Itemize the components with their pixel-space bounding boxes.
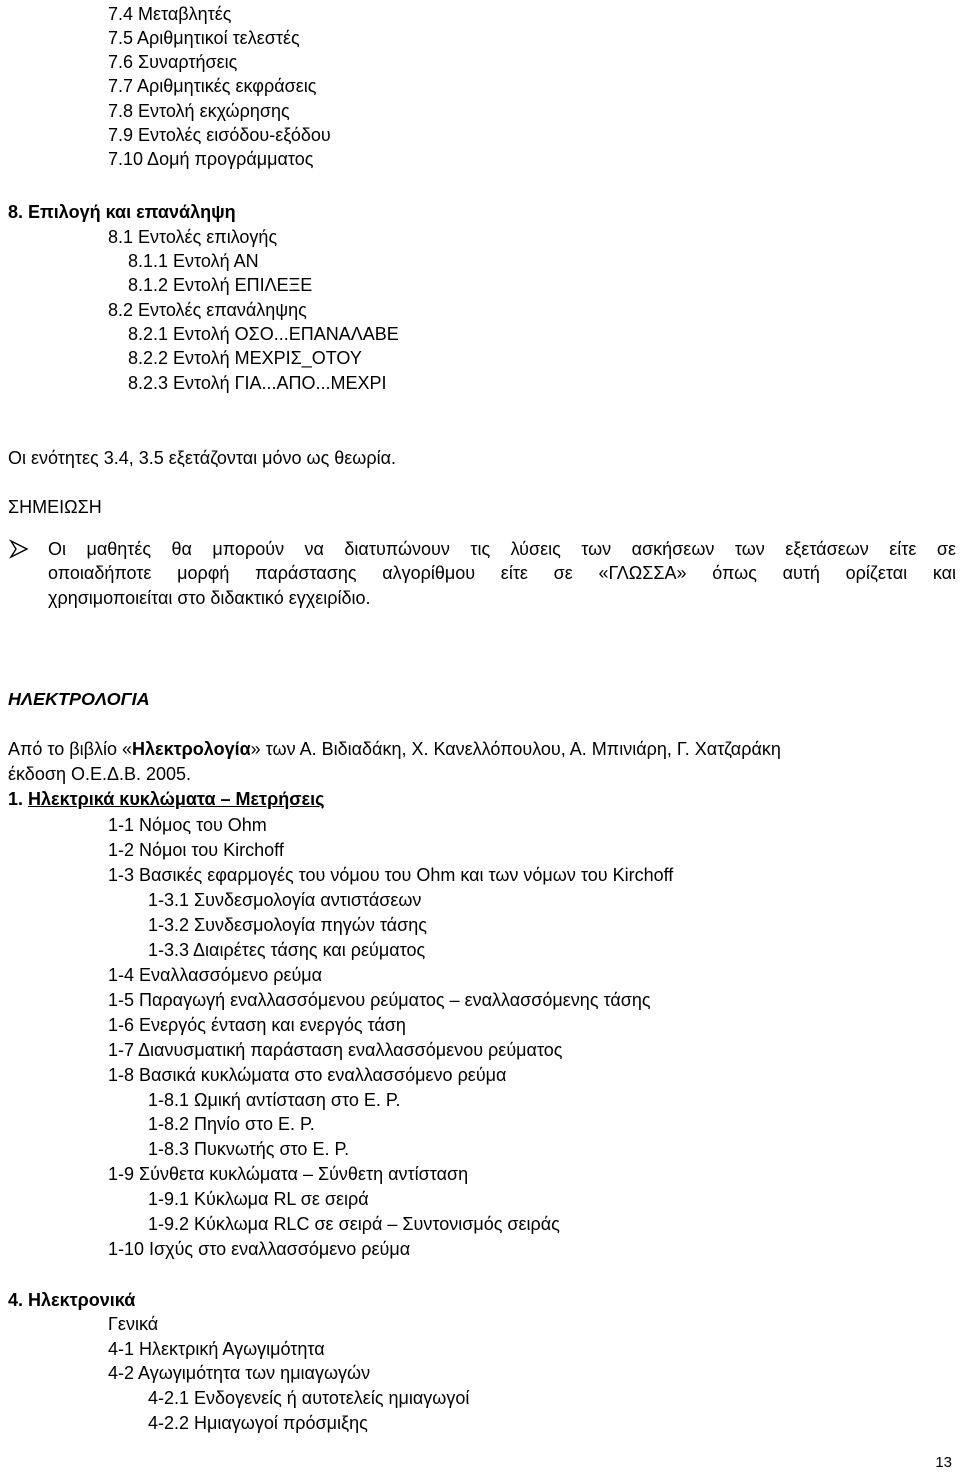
toc-item: 1-3.2 Συνδεσμολογία πηγών τάσης: [148, 915, 427, 935]
toc-item: 1-8.1 Ωμική αντίσταση στο Ε. Ρ.: [148, 1090, 401, 1110]
source-book-title: Ηλεκτρολογία: [132, 739, 251, 759]
toc-item: 1-8.2 Πηνίο στο Ε. Ρ.: [148, 1114, 315, 1134]
chapter-1-title: Ηλεκτρικά κυκλώματα – Μετρήσεις: [28, 789, 325, 809]
toc-item: 8.1 Εντολές επιλογής: [108, 227, 278, 247]
arrowhead-bullet-icon: [8, 537, 30, 561]
toc-item: 8.2.3 Εντολή ΓΙΑ...ΑΠΟ...ΜΕΧΡΙ: [128, 373, 387, 393]
note-heading: ΣΗΜΕΙΩΣΗ: [8, 497, 102, 517]
toc-item: 1-9.2 Κύκλωμα RLC σε σειρά – Συντονισμός σειράς: [148, 1214, 560, 1234]
toc-item: 7.10 Δομή προγράμματος: [108, 149, 314, 169]
toc-item: 1-7 Διανυσματική παράσταση εναλλασσόμενου ρεύματος: [108, 1040, 563, 1060]
toc-item: Γενικά: [108, 1314, 159, 1334]
toc-item: 4-2.1 Ενδογενείς ή αυτοτελείς ημιαγωγοί: [148, 1388, 470, 1408]
chapter-8-heading: 8. Επιλογή και επανάληψη: [8, 202, 236, 222]
toc-item: 1-8.3 Πυκνωτής στο Ε. Ρ.: [148, 1139, 350, 1159]
toc-item: 1-3.1 Συνδεσμολογία αντιστάσεων: [148, 890, 422, 910]
toc-item: 7.9 Εντολές εισόδου-εξόδου: [108, 125, 331, 145]
toc-item: 1-6 Ενεργός ένταση και ενεργός τάση: [108, 1015, 406, 1035]
toc-item: 1-5 Παραγωγή εναλλασσόμενου ρεύματος – εναλλασσόμενης τάσης: [108, 990, 651, 1010]
toc-item: 7.8 Εντολή εκχώρησης: [108, 101, 290, 121]
source-prefix: Από το βιβλίο «: [8, 739, 133, 759]
chapter-1-number: 1.: [8, 789, 29, 809]
toc-item: 1-9.1 Κύκλωμα RL σε σειρά: [148, 1189, 369, 1209]
source-suffix: » των Α. Βιδιαδάκη, Χ. Κανελλόπουλου, Α. Μπινιάρη, Γ. Χατζαράκη: [250, 739, 781, 759]
toc-item: 7.5 Αριθμητικοί τελεστές: [108, 28, 300, 48]
page-number: 13: [935, 1454, 952, 1471]
toc-item: 8.1.2 Εντολή ΕΠΙΛΕΞΕ: [128, 275, 313, 295]
toc-item: 8.1.1 Εντολή ΑΝ: [128, 251, 259, 271]
toc-item: 7.6 Συναρτήσεις: [108, 52, 238, 72]
toc-item: 8.2 Εντολές επανάληψης: [108, 300, 307, 320]
toc-item: 1-10 Ισχύς στο εναλλασσόμενο ρεύμα: [108, 1239, 411, 1259]
toc-item: 1-2 Νόμοι του Kirchoff: [108, 840, 284, 860]
toc-item: 7.7 Αριθμητικές εκφράσεις: [108, 76, 317, 96]
toc-item: 1-1 Νόμος του Ohm: [108, 815, 267, 835]
toc-item: 4-1 Ηλεκτρική Αγωγιμότητα: [108, 1339, 325, 1359]
toc-item: 1-8 Βασικά κυκλώματα στο εναλλασσόμενο ρεύμα: [108, 1065, 507, 1085]
toc-item: 1-9 Σύνθετα κυκλώματα – Σύνθετη αντίσταση: [108, 1164, 469, 1184]
toc-item: 4-2.2 Ημιαγωγοί πρόσμιξης: [148, 1413, 368, 1433]
toc-item: 1-4 Εναλλασσόμενο ρεύμα: [108, 965, 323, 985]
source-edition: έκδοση Ο.Ε.Δ.Β. 2005.: [8, 764, 192, 784]
source-line: [8, 737, 781, 761]
toc-item: 1-3.3 Διαιρέτες τάσης και ρεύματος: [148, 940, 426, 960]
toc-item: 4-2 Αγωγιμότητα των ημιαγωγών: [108, 1363, 371, 1383]
toc-item: 7.4 Μεταβλητές: [108, 4, 232, 24]
chapter-1-heading: [8, 787, 324, 811]
note-text-line: Οι μαθητές θα μπορούν να διατυπώνουν τις λύσεις των ασκήσεων των εξετάσεων είτε σε: [48, 539, 956, 559]
toc-item: 8.2.1 Εντολή ΟΣΟ...ΕΠΑΝΑΛΑΒΕ: [128, 324, 399, 344]
toc-item: 8.2.2 Εντολή ΜΕΧΡΙΣ_ΟΤΟΥ: [128, 348, 362, 368]
note-text-line: οποιαδήποτε μορφή παράστασης αλγορίθμου είτε σε «ΓΛΩΣΣΑ» όπως αυτή ορίζεται και: [48, 563, 956, 583]
chapter-4-heading: 4. Ηλεκτρονικά: [8, 1290, 136, 1310]
note-text-line: χρησιμοποιείται στο διδακτικό εγχειρίδιο.: [48, 588, 371, 608]
theory-note: Οι ενότητες 3.4, 3.5 εξετάζονται μόνο ως θεωρία.: [8, 448, 396, 468]
toc-item: 1-3 Βασικές εφαρμογές του νόμου του Ohm και των νόμων του Kirchoff: [108, 865, 674, 885]
electrology-heading: ΗΛΕΚΤΡΟΛΟΓΙΑ: [8, 689, 150, 709]
